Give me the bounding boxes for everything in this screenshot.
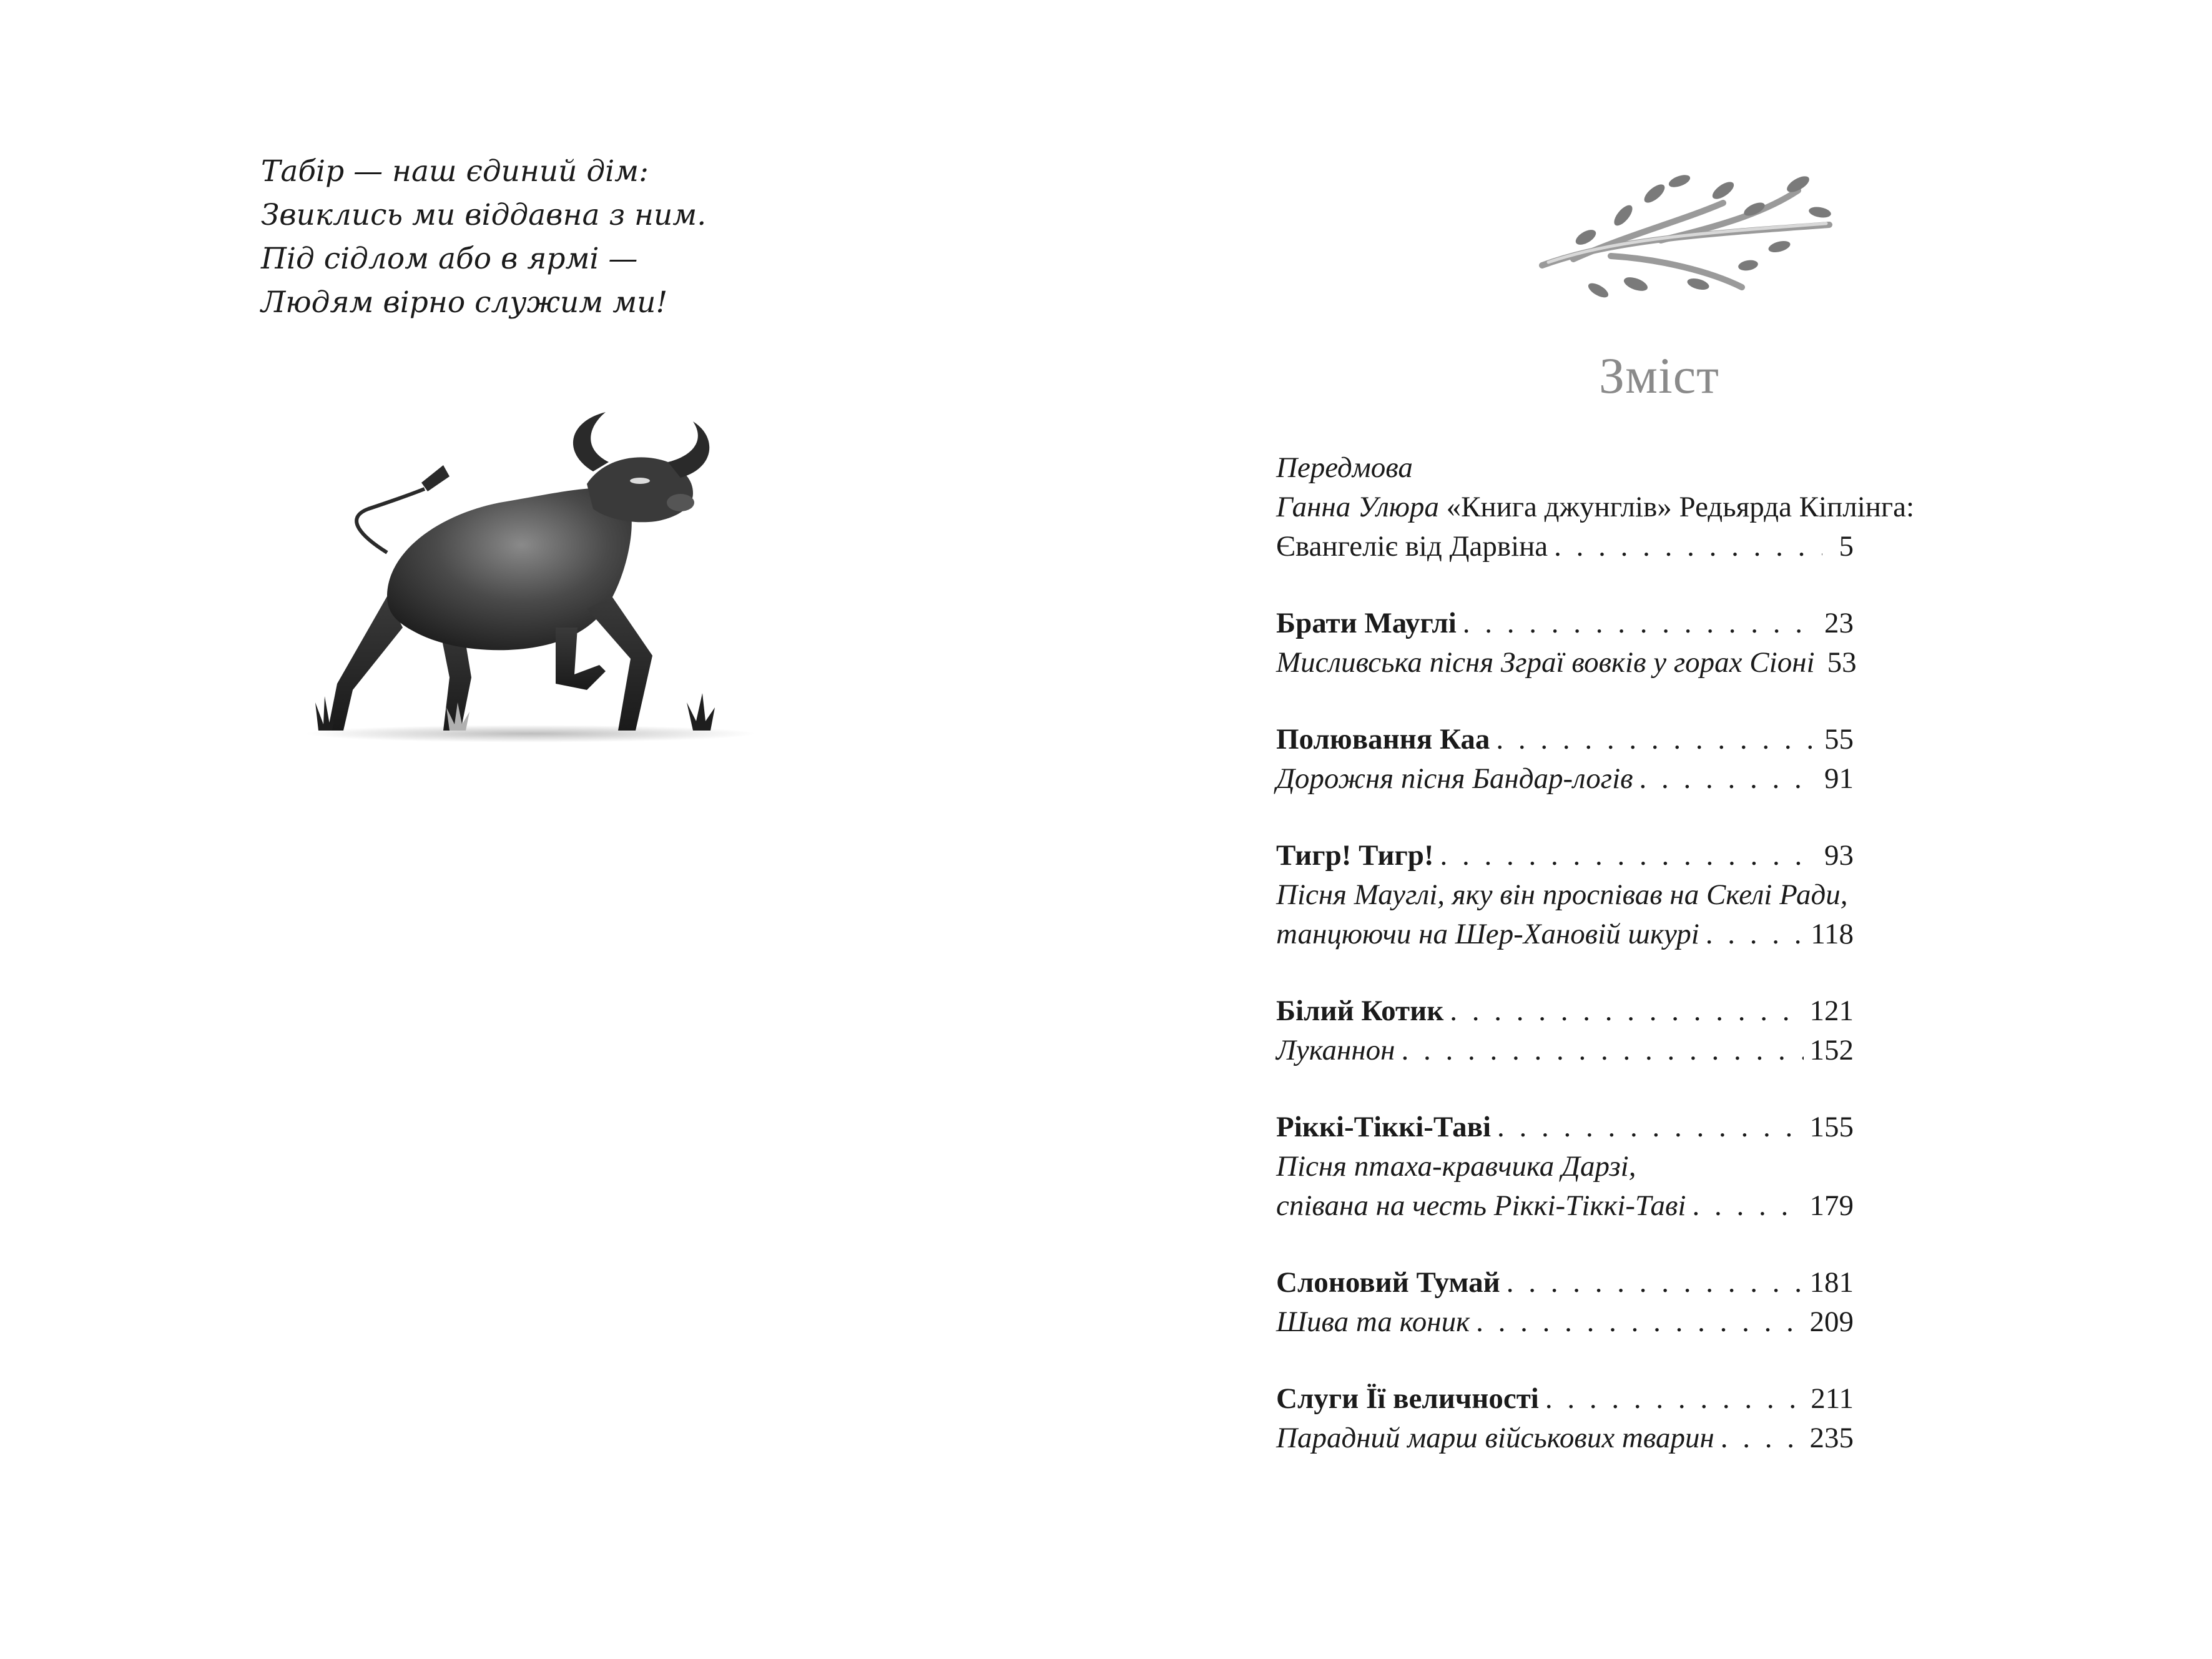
poem-line: Людям вірно служим ми! <box>261 285 668 320</box>
toc-preface-title-end[interactable] <box>1276 527 1854 566</box>
toc-entry[interactable] <box>1276 875 1854 915</box>
toc-entry[interactable] <box>1276 1031 1854 1070</box>
toc-entry[interactable] <box>1276 1379 1854 1419</box>
toc-entry-title: танцюючи на Шер-Хановій шкурі <box>1276 918 1699 950</box>
toc-entry-title: «Книга джунглів» Редьярда Кіплінга: <box>1446 491 1915 523</box>
toc-page-number: 23 <box>1824 607 1854 639</box>
toc-entry-title: Слоновий Тумай <box>1276 1266 1500 1299</box>
toc-page-number: 5 <box>1839 530 1854 563</box>
toc-entry[interactable] <box>1276 1186 1854 1226</box>
poem-line: Під сідлом або в ярмі — <box>261 242 638 276</box>
leader-dots <box>1721 1419 1804 1458</box>
toc-entry-title: Передмова <box>1276 451 1413 484</box>
toc-preface-title[interactable] <box>1276 488 1915 527</box>
toc-entry[interactable] <box>1276 1108 1854 1147</box>
toc-entry[interactable] <box>1276 1419 1854 1458</box>
table-of-contents <box>1276 448 1915 1458</box>
toc-page-number: 91 <box>1824 762 1854 795</box>
poem-line: Табір — наш єдиний дім: <box>261 154 649 189</box>
leader-dots <box>1476 1302 1803 1342</box>
toc-entry[interactable] <box>1276 643 1857 682</box>
toc-entry-title: Пісня птаха-кравчика Дарзі, <box>1276 1150 1636 1183</box>
leader-dots <box>1496 720 1818 759</box>
toc-page-number: 235 <box>1809 1422 1854 1454</box>
toc-entry-title: Ріккі-Тіккі-Таві <box>1276 1111 1492 1143</box>
toc-entry-title: Слуги Її величності <box>1276 1382 1539 1415</box>
toc-entry-title: Парадний марш військових тварин <box>1276 1422 1714 1454</box>
toc-page-number: 53 <box>1827 646 1857 679</box>
toc-entry[interactable] <box>1276 836 1854 875</box>
toc-preface-author: Ганна Улюра <box>1276 491 1439 523</box>
toc-entry-title: Тигр! Тигр! <box>1276 839 1434 872</box>
toc-title: Зміст <box>1599 347 1719 404</box>
toc-entry-title: Луканнон <box>1276 1034 1395 1066</box>
leader-dots <box>1554 527 1822 566</box>
toc-entry[interactable] <box>1276 1147 1854 1186</box>
toc-entry-title: Дорожня пісня Бандар-логів <box>1276 762 1633 795</box>
toc-entry[interactable] <box>1276 1263 1854 1302</box>
leader-dots <box>1545 1379 1804 1419</box>
leader-dots <box>1463 604 1818 643</box>
toc-entry-title: Брати Мауглі <box>1276 607 1457 639</box>
toc-page-number: 181 <box>1809 1266 1854 1299</box>
bull-illustration <box>293 409 768 746</box>
toc-entry[interactable] <box>1276 992 1854 1031</box>
toc-entry-title: Шива та коник <box>1276 1306 1470 1338</box>
toc-entry[interactable] <box>1276 915 1854 954</box>
toc-entry-title: Євангеліє від Дарвіна <box>1276 530 1548 563</box>
toc-entry-title: співана на честь Ріккі-Тіккі-Таві <box>1276 1189 1686 1222</box>
right-page <box>1106 0 2212 1659</box>
toc-page-number: 152 <box>1809 1034 1854 1066</box>
toc-page-number: 209 <box>1809 1306 1854 1338</box>
poem-line: Звиклись ми віддавна з ним. <box>261 198 707 232</box>
toc-entry[interactable] <box>1276 604 1854 643</box>
leader-dots <box>1507 1263 1804 1302</box>
toc-page-number: 121 <box>1809 995 1854 1027</box>
toc-page-number: 55 <box>1824 723 1854 756</box>
toc-entry[interactable] <box>1276 759 1854 799</box>
leader-dots <box>1450 992 1803 1031</box>
toc-page-number: 179 <box>1809 1189 1854 1222</box>
leaf-branch-ornament <box>1536 165 1842 303</box>
toc-page-number: 155 <box>1809 1111 1854 1143</box>
toc-page-number: 93 <box>1824 839 1854 872</box>
toc-page-number: 118 <box>1811 918 1854 950</box>
toc-entry-title: Пісня Мауглі, яку він проспівав на Скелі Ради, <box>1276 879 1848 911</box>
toc-entry[interactable] <box>1276 720 1854 759</box>
toc-entry[interactable] <box>1276 1302 1854 1342</box>
leader-dots <box>1706 915 1804 954</box>
leader-dots <box>1401 1031 1803 1070</box>
epigraph-poem <box>261 150 706 325</box>
toc-entry-title: Полювання Каа <box>1276 723 1490 756</box>
leader-dots <box>1497 1108 1803 1147</box>
leader-dots <box>1639 759 1818 799</box>
leader-dots <box>1692 1186 1803 1226</box>
toc-entry-title: Білий Котик <box>1276 995 1444 1027</box>
toc-preface-label[interactable] <box>1276 448 1854 488</box>
toc-entry-title: Мисливська пісня Зграї вовків у горах Сіоні <box>1276 646 1815 679</box>
leader-dots <box>1440 836 1818 875</box>
toc-page-number: 211 <box>1811 1382 1854 1415</box>
